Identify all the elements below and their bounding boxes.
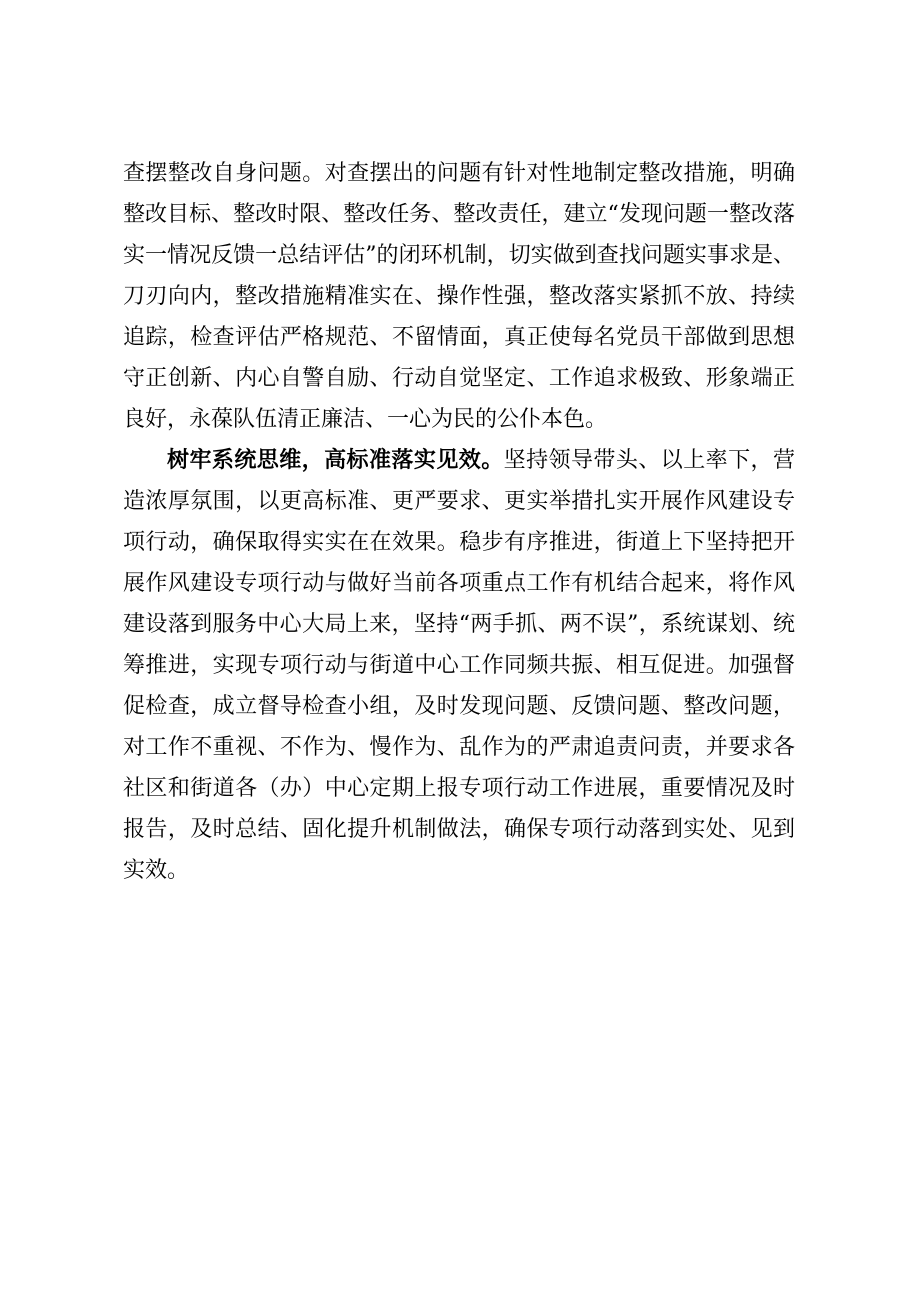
document-body — [123, 153, 795, 891]
paragraph-heading: 树牢系统思维，高标准落实见效。 — [167, 448, 504, 473]
paragraph-systems-thinking — [123, 440, 795, 891]
paragraph-rectification: 查摆整改自身问题。对查摆出的问题有针对性地制定整改措施，明确整改目标、整改时限、整改任务、整改责任，建立“发现问题一整改落实一情况反馈一总结评估”的闭环机制，切实做到查找问题实事求是、刀刃向内，整改措施精准实在、操作性强，整改落实紧抓不放、持续追踪，检查评估严格规范、不留情面，真正使每名党员干部做到思想守正创新、内心自警自励、行动自觉坚定、工作追求极致、形象端正良好，永葆队伍清正廉洁、一心为民的公仆本色。 — [123, 161, 795, 432]
paragraph-body: 坚持领导带头、以上率下，营造浓厚氛围，以更高标准、更严要求、更实举措扎实开展作风建设专项行动，确保取得实实在在效果。稳步有序推进，街道上下坚持把开展作风建设专项行动与做好当前各项重点工作有机结合起来，将作风建设落到服务中心大局上来，坚持“两手抓、两不误”，系统谋划、统筹推进，实现专项行动与街道中心工作同频共振、相互促进。加强督促检查，成立督导检查小组，及时发现问题、反馈问题、整改问题，对工作不重视、不作为、慢作为、乱作为的严肃追责问责，并要求各社区和街道各（办）中心定期上报专项行动工作进展，重要情况及时报告，及时总结、固化提升机制做法，确保专项行动落到实处、见到实效。 — [123, 448, 795, 883]
